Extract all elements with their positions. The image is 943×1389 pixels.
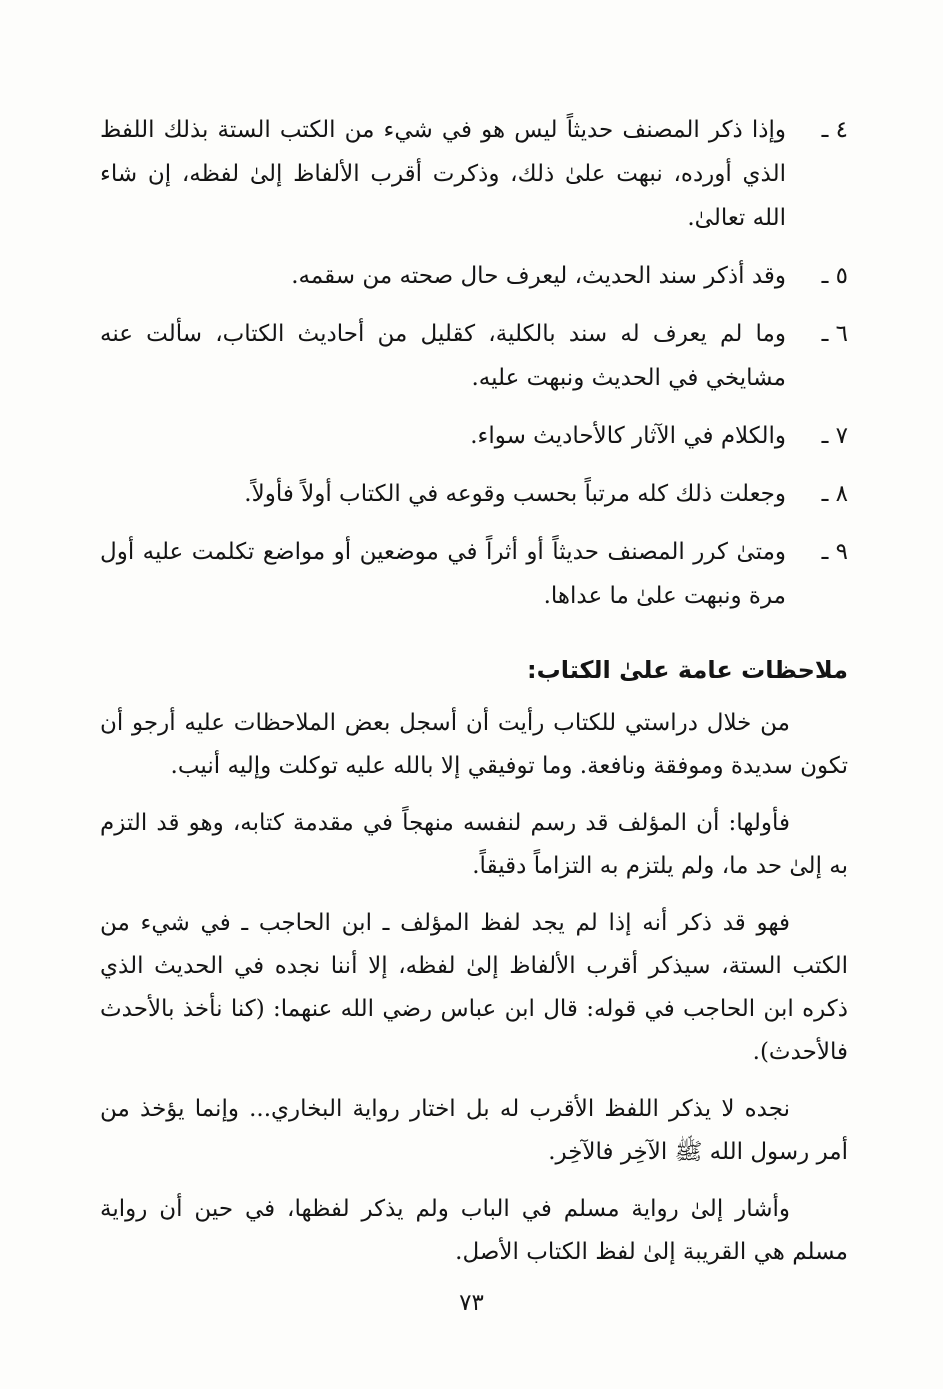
item-text: والكلام في الآثار كالأحاديث سواء. — [470, 423, 786, 449]
paragraph: وأشار إلىٰ رواية مسلم في الباب ولم يذكر لفظها، في حين أن رواية مسلم هي القريبة إلىٰ لفظ الكتاب الأصل. — [100, 1196, 848, 1265]
item-text: ومتىٰ كرر المصنف حديثاً أو أثراً في موضعين أو مواضع تكلمت عليه أول مرة ونبهت علىٰ ما عداها. — [100, 539, 786, 609]
paragraph: نجده لا يذكر اللفظ الأقرب له بل اختار رواية البخاري... وإنما يؤخذ من أمر رسول الله ﷺ الآخِر فالآخِر. — [100, 1096, 848, 1165]
item-number: ٨ ـ — [821, 481, 848, 507]
item-text: وجعلت ذلك كله مرتباً بحسب وقوعه في الكتاب أولاً فأولاً. — [244, 481, 786, 507]
list-item — [100, 530, 848, 618]
item-number: ٥ ـ — [821, 263, 848, 289]
item-text: وما لم يعرف له سند بالكلية، كقليل من أحاديث الكتاب، سألت عنه مشايخي في الحديث ونبهت عليه. — [100, 321, 786, 391]
list-item — [100, 472, 848, 516]
item-text: وإذا ذكر المصنف حديثاً ليس هو في شيء من الكتب الستة بذلك اللفظ الذي أورده، نبهت علىٰ ذلك، وذكرت أقرب الألفاظ إلىٰ لفظه، إن شاء الله تعالىٰ. — [100, 117, 787, 231]
section-heading: ملاحظات عامة علىٰ الكتاب: — [527, 656, 848, 684]
list-item — [100, 108, 848, 240]
list-item — [100, 312, 848, 400]
item-number: ٩ ـ — [821, 539, 848, 565]
item-number: ٦ ـ — [821, 321, 848, 347]
paragraph: من خلال دراستي للكتاب رأيت أن أسجل بعض الملاحظات عليه أرجو أن تكون سديدة وموفقة ونافعة. وما توفيقي إلا بالله عليه توكلت وإليه أنيب. — [100, 710, 848, 779]
list-item — [100, 414, 848, 458]
page-content — [100, 108, 848, 1288]
item-text: وقد أذكر سند الحديث، ليعرف حال صحته من سقمه. — [291, 263, 786, 289]
paragraph: فهو قد ذكر أنه إذا لم يجد لفظ المؤلف ـ ابن الحاجب ـ في شيء من الكتب الستة، سيذكر أقرب الألفاظ إلىٰ لفظه، إلا أننا نجده في الحديث الذي ذكره ابن الحاجب في قوله: قال ابن عباس رضي الله عنهما: (كنا نأخذ بالأحدث فالأحدث). — [100, 910, 848, 1065]
list-item — [100, 254, 848, 298]
page-number: ٧٣ — [459, 1290, 484, 1316]
item-number: ٤ ـ — [821, 117, 848, 143]
paragraph: فأولها: أن المؤلف قد رسم لنفسه منهجاً في مقدمة كتابه، وهو قد التزم به إلىٰ حد ما، ولم يلتزم به التزاماً دقيقاً. — [100, 810, 848, 879]
item-number: ٧ ـ — [821, 423, 848, 449]
